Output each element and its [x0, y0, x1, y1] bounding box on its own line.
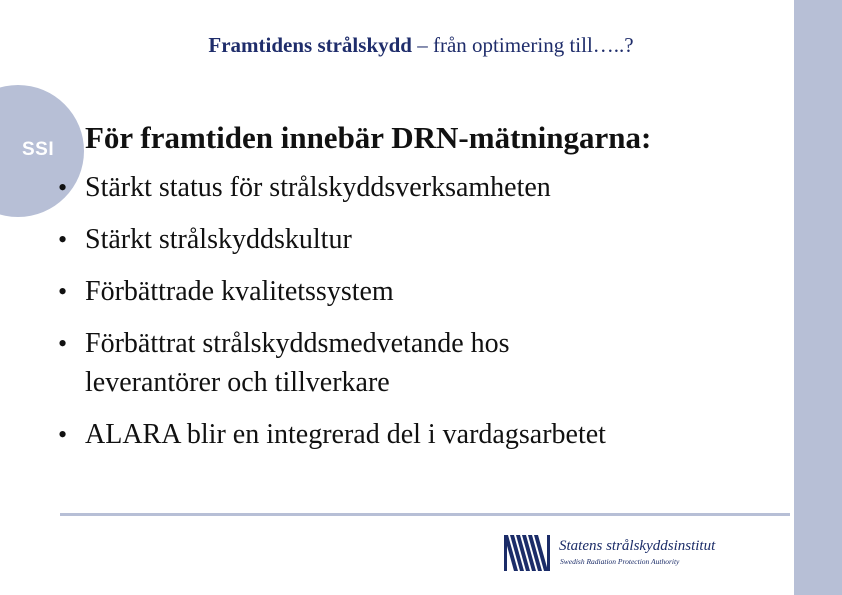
bullet-dot-icon: •	[58, 277, 68, 306]
ssi-logo	[504, 535, 724, 571]
ssi-logo-name: Statens strålskyddsinstitut	[559, 538, 716, 554]
slide-heading: För framtiden innebär DRN-mätningarna:	[85, 120, 652, 155]
bullet-text: Förbättrade kvalitetssystem	[85, 276, 394, 307]
bullet-item	[58, 324, 778, 402]
bullet-text: Stärkt status för strålskyddsverksamheten	[85, 172, 551, 203]
bullet-item	[58, 168, 778, 207]
bullet-text: Förbättrat strålskyddsmedvetande hos leverantörer och tillverkare	[85, 328, 510, 398]
ssi-logo-subtitle: Swedish Radiation Protection Authority	[560, 557, 680, 566]
slide-title	[0, 33, 842, 58]
slide-title-rest: – från optimering till…..?	[411, 33, 634, 57]
bullet-dot-icon: •	[58, 420, 68, 449]
bullet-dot-icon: •	[58, 173, 68, 202]
ssi-logo-mark-icon	[504, 535, 550, 571]
bullet-text: Stärkt strålskyddskultur	[85, 224, 352, 255]
bullet-item	[58, 220, 778, 259]
right-decorative-bar	[794, 0, 842, 595]
bullet-text: ALARA blir en integrerad del i vardagsarbetet	[85, 419, 606, 450]
bullet-item	[58, 415, 778, 454]
bullet-list	[58, 168, 778, 454]
bullet-dot-icon: •	[58, 225, 68, 254]
bullet-dot-icon: •	[58, 329, 68, 358]
ssi-badge-label: SSI	[22, 139, 55, 160]
bottom-divider	[60, 513, 790, 516]
slide-title-bold: Framtidens strålskydd	[208, 33, 412, 57]
bullet-item	[58, 272, 778, 311]
